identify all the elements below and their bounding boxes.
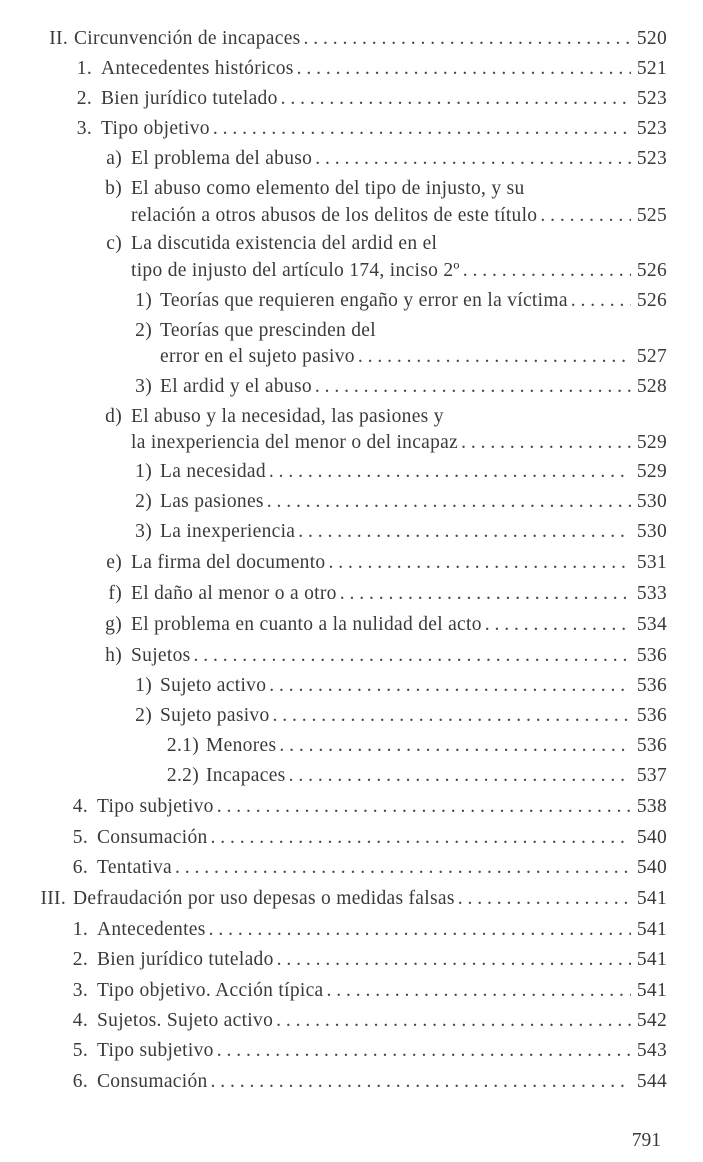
entry-title: Tipo objetivo: [101, 118, 210, 139]
dot-leader: [279, 731, 631, 761]
entry-number: a): [106, 148, 122, 169]
dot-leader: [281, 84, 631, 114]
dot-leader: [315, 144, 631, 174]
entry-number: 2): [135, 705, 152, 726]
page-number: 541: [636, 949, 667, 970]
entry-title: Sujeto pasivo: [160, 705, 270, 726]
entry-title: Sujetos: [131, 645, 191, 666]
page-folio: 791: [631, 1130, 661, 1151]
dot-leader: [276, 1006, 631, 1036]
dot-leader: [277, 945, 631, 975]
page-number: 536: [636, 645, 667, 666]
entry-line: [97, 853, 667, 883]
entry-number: 3): [135, 376, 152, 397]
page-number: 530: [636, 491, 667, 512]
entry-number: II.: [49, 28, 68, 49]
page-number: 523: [636, 118, 667, 139]
page-number: 536: [636, 705, 667, 726]
entry-title: Bien jurídico tutelado: [101, 88, 278, 109]
page-number: 531: [636, 552, 667, 573]
entry-line: [101, 84, 667, 114]
entry-title: Sujetos. Sujeto activo: [97, 1010, 274, 1031]
entry-title: Bien jurídico tutelado: [97, 949, 274, 970]
entry-title: El problema en cuanto a la nulidad del acto: [131, 614, 482, 635]
entry-line: [97, 823, 667, 853]
entry-number: 4.: [72, 1010, 88, 1031]
entry-line: [160, 671, 667, 701]
page-number: 536: [636, 675, 667, 696]
entry-number: g): [105, 614, 122, 635]
entry-number: d): [105, 406, 122, 427]
entry-line: [97, 915, 667, 945]
entry-title: Menores: [206, 735, 277, 756]
entry-line: [160, 517, 667, 547]
entry-line: [97, 1006, 667, 1036]
entry-line: [160, 286, 667, 316]
page-number: 521: [636, 58, 667, 79]
dot-leader: [217, 792, 631, 822]
dot-leader: [315, 372, 631, 402]
page-number: 543: [636, 1040, 667, 1061]
entry-line: [160, 701, 667, 731]
entry-number: III.: [40, 888, 66, 909]
entry-line: [131, 428, 667, 458]
entry-title: La firma del documento: [131, 552, 326, 573]
page-number: 542: [636, 1010, 667, 1031]
page-number: 533: [636, 583, 667, 604]
dot-leader: [211, 823, 631, 853]
entry-line: [131, 610, 667, 640]
entry-number: 2.: [76, 88, 92, 109]
page-number: 536: [636, 735, 667, 756]
page-number: 528: [636, 376, 667, 397]
entry-title: Teorías que requieren engaño y error en la víctima: [160, 290, 568, 311]
dot-leader: [217, 1036, 631, 1066]
entry-line: [206, 761, 667, 791]
entry-title: Antecedentes históricos: [101, 58, 294, 79]
entry-title: La inexperiencia: [160, 521, 296, 542]
dot-leader: [269, 457, 631, 487]
entry-title: Sujeto activo: [160, 675, 267, 696]
entry-title-continued: tipo de injusto del artículo 174, inciso 2º: [131, 260, 460, 281]
page-number: 529: [636, 461, 667, 482]
page-number: 541: [636, 980, 667, 1001]
entry-number: 3.: [76, 118, 92, 139]
entry-number: 6.: [72, 1071, 88, 1092]
entry-title: Circunvención de incapaces: [74, 28, 301, 49]
entry-title: El problema del abuso: [131, 148, 313, 169]
dot-leader: [213, 114, 631, 144]
page-number: 540: [636, 827, 667, 848]
page-number: 526: [636, 290, 667, 311]
page-number: 538: [636, 796, 667, 817]
page-number: 530: [636, 521, 667, 542]
entry-title: Consumación: [97, 1071, 208, 1092]
entry-line: [131, 548, 667, 578]
entry-line: [74, 24, 667, 54]
dot-leader: [194, 641, 631, 671]
dot-leader: [175, 853, 631, 883]
entry-number: 6.: [72, 857, 88, 878]
entry-number: 2.1): [166, 735, 199, 756]
entry-title: Tipo subjetivo: [97, 796, 214, 817]
dot-leader: [273, 701, 631, 731]
entry-title: Consumación: [97, 827, 208, 848]
entry-line: [97, 945, 667, 975]
entry-line: [97, 976, 667, 1006]
entry-number: 5.: [72, 827, 88, 848]
page-number: 544: [636, 1071, 667, 1092]
dot-leader: [571, 286, 631, 316]
entry-title: Defraudación por uso depesas o medidas falsas: [73, 888, 455, 909]
entry-title: El ardid y el abuso: [160, 376, 312, 397]
page-number: 529: [636, 432, 667, 453]
entry-number: c): [106, 233, 122, 254]
entry-title: Tipo subjetivo: [97, 1040, 214, 1061]
entry-title: Las pasiones: [160, 491, 264, 512]
page-number: 523: [636, 88, 667, 109]
entry-number: 2): [135, 491, 152, 512]
entry-title-continued: la inexperiencia del menor o del incapaz: [131, 432, 459, 453]
dot-leader: [267, 487, 631, 517]
entry-number: 3): [135, 521, 152, 542]
dot-leader: [211, 1067, 631, 1097]
dot-leader: [458, 884, 631, 914]
dot-leader: [461, 428, 631, 458]
entry-number: 2.2): [166, 765, 199, 786]
page-number: 523: [636, 148, 667, 169]
entry-title: Teorías que prescinden del: [160, 320, 376, 341]
entry-line: [160, 342, 667, 372]
entry-number: 1.: [72, 919, 88, 940]
dot-leader: [297, 54, 631, 84]
dot-leader: [327, 976, 631, 1006]
dot-leader: [269, 671, 631, 701]
page-number: 537: [636, 765, 667, 786]
entry-line: [160, 372, 667, 402]
page-number: 541: [636, 888, 667, 909]
entry-line: [131, 256, 667, 286]
page-number: 526: [636, 260, 667, 281]
entry-title: El abuso y la necesidad, las pasiones y: [131, 406, 444, 427]
entry-title-continued: error en el sujeto pasivo: [160, 346, 355, 367]
dot-leader: [289, 761, 631, 791]
entry-line: [97, 1067, 667, 1097]
entry-line: [160, 487, 667, 517]
entry-line: [206, 731, 667, 761]
entry-line: [131, 201, 667, 231]
entry-number: b): [105, 178, 122, 199]
entry-title: Tentativa: [97, 857, 172, 878]
dot-leader: [358, 342, 631, 372]
entry-line: [97, 792, 667, 822]
entry-number: 5.: [72, 1040, 88, 1061]
entry-line: [101, 54, 667, 84]
entry-number: 2.: [72, 949, 88, 970]
entry-line: [101, 114, 667, 144]
entry-line: [131, 144, 667, 174]
entry-title: La necesidad: [160, 461, 266, 482]
dot-leader: [209, 915, 631, 945]
dot-leader: [485, 610, 631, 640]
entry-line: [160, 457, 667, 487]
page-number: 525: [636, 205, 667, 226]
entry-title: Tipo objetivo. Acción típica: [97, 980, 324, 1001]
entry-number: 2): [135, 320, 152, 341]
dot-leader: [298, 517, 631, 547]
entry-number: 4.: [72, 796, 88, 817]
page-number: 540: [636, 857, 667, 878]
entry-number: f): [108, 583, 122, 604]
page-number: 527: [636, 346, 667, 367]
entry-number: e): [106, 552, 122, 573]
entry-number: 1): [135, 461, 152, 482]
page-number: 541: [636, 919, 667, 940]
entry-title: El daño al menor o a otro: [131, 583, 337, 604]
entry-title: El abuso como elemento del tipo de injusto, y su: [131, 178, 525, 199]
page-number: 520: [636, 28, 667, 49]
entry-title-continued: relación a otros abusos de los delitos de este título: [131, 205, 538, 226]
entry-number: 3.: [72, 980, 88, 1001]
page-number: 534: [636, 614, 667, 635]
dot-leader: [340, 579, 631, 609]
entry-number: 1.: [76, 58, 92, 79]
entry-number: 1): [135, 290, 152, 311]
dot-leader: [329, 548, 631, 578]
dot-leader: [540, 201, 630, 231]
entry-line: [97, 1036, 667, 1066]
entry-line: [131, 641, 667, 671]
dot-leader: [463, 256, 631, 286]
entry-title: Incapaces: [206, 765, 286, 786]
entry-title: La discutida existencia del ardid en el: [131, 233, 438, 254]
dot-leader: [304, 24, 631, 54]
entry-line: [73, 884, 667, 914]
entry-number: h): [105, 645, 122, 666]
entry-line: [131, 579, 667, 609]
entry-number: 1): [135, 675, 152, 696]
entry-title: Antecedentes: [97, 919, 206, 940]
